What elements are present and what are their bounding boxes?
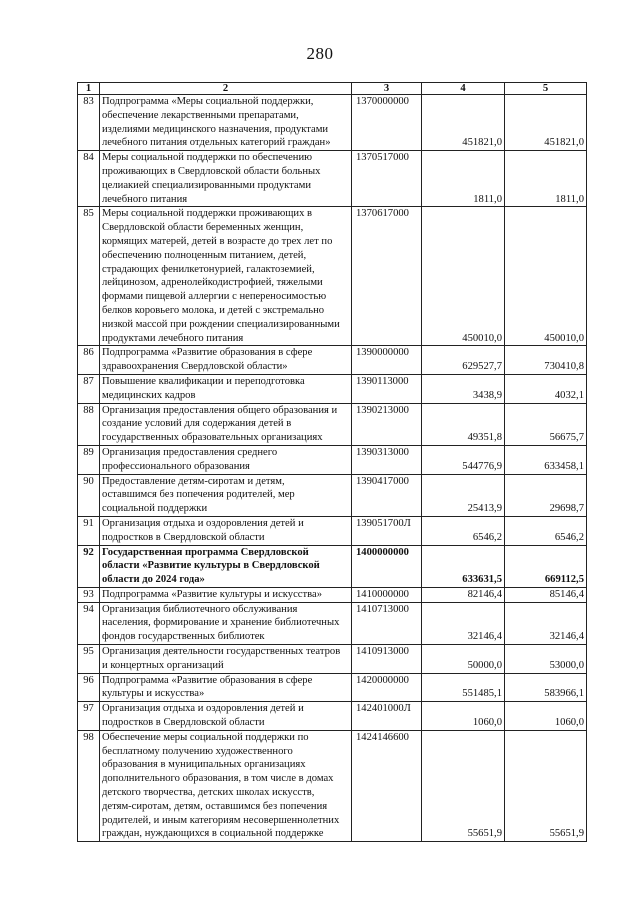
table-row: [78, 545, 587, 587]
row-number: 94: [78, 602, 100, 644]
row-description: Меры социальной поддержки проживающих в Свердловской области беременных женщин, кормящих матерей, детей в возрасте до трех лет по обеспечению полноценным питанием, детей, страдающих фенилкетонурией, галактоземией, лейцинозом, адренолейкодистрофией, тяжелыми формами пищевой аллергии с непереносимостью белков коровьего молока, и детей с экстремально низкой массой при рождении специализированными продуктами лечебного питания: [100, 207, 352, 346]
row-value-col-5: 583966,1: [505, 673, 587, 702]
header-col-2: 2: [100, 83, 352, 95]
row-number: 95: [78, 645, 100, 674]
table-header-row: [78, 83, 587, 95]
row-description: Подпрограмма «Меры социальной поддержки, обеспечение лекарственными препаратами, изделиями медицинского назначения, продуктами лечебного питания отдельных категорий граждан»: [100, 95, 352, 151]
row-value-col-4: 633631,5: [422, 545, 505, 587]
row-number: 88: [78, 403, 100, 445]
row-target-code: 1370000000: [352, 95, 422, 151]
row-value-col-5: 730410,8: [505, 346, 587, 375]
row-target-code: 1410000000: [352, 587, 422, 602]
table-row: [78, 95, 587, 151]
row-value-col-4: 3438,9: [422, 374, 505, 403]
row-value-col-4: 629527,7: [422, 346, 505, 375]
table-row: [78, 403, 587, 445]
row-target-code: 1410713000: [352, 602, 422, 644]
row-value-col-4: 544776,9: [422, 445, 505, 474]
row-description: Организация отдыха и оздоровления детей и подростков в Свердловской области: [100, 702, 352, 731]
row-description: Организация библиотечного обслуживания населения, формирование и хранение библиотечных фондов государственных библиотек: [100, 602, 352, 644]
row-value-col-5: 55651,9: [505, 730, 587, 841]
row-value-col-5: 669112,5: [505, 545, 587, 587]
row-value-col-4: 49351,8: [422, 403, 505, 445]
row-target-code: 142401000Л: [352, 702, 422, 731]
row-number: 92: [78, 545, 100, 587]
row-description: Организация предоставления среднего профессионального образования: [100, 445, 352, 474]
row-description: Подпрограмма «Развитие культуры и искусства»: [100, 587, 352, 602]
row-target-code: 139051700Л: [352, 516, 422, 545]
row-value-col-5: 4032,1: [505, 374, 587, 403]
row-description: Организация отдыха и оздоровления детей и подростков в Свердловской области: [100, 516, 352, 545]
row-target-code: 1424146600: [352, 730, 422, 841]
row-number: 83: [78, 95, 100, 151]
row-number: 98: [78, 730, 100, 841]
row-target-code: 1390417000: [352, 474, 422, 516]
table-row: [78, 730, 587, 841]
page-number: 280: [306, 44, 334, 63]
row-number: 93: [78, 587, 100, 602]
row-value-col-4: 1060,0: [422, 702, 505, 731]
table-row: [78, 374, 587, 403]
row-value-col-5: 6546,2: [505, 516, 587, 545]
row-value-col-4: 32146,4: [422, 602, 505, 644]
row-target-code: 1390113000: [352, 374, 422, 403]
table-row: [78, 702, 587, 731]
row-value-col-4: 50000,0: [422, 645, 505, 674]
row-value-col-5: 53000,0: [505, 645, 587, 674]
row-value-col-4: 25413,9: [422, 474, 505, 516]
table-row: [78, 474, 587, 516]
header-col-4: 4: [422, 83, 505, 95]
row-description: Предоставление детям-сиротам и детям, оставшимся без попечения родителей, мер социальной поддержки: [100, 474, 352, 516]
table-row: [78, 346, 587, 375]
row-value-col-5: 451821,0: [505, 95, 587, 151]
header-col-5: 5: [505, 83, 587, 95]
table-row: [78, 207, 587, 346]
table-row: [78, 602, 587, 644]
table-body: [78, 95, 587, 842]
table-row: [78, 516, 587, 545]
row-description: Организация предоставления общего образования и создание условий для содержания детей в государственных образовательных организациях: [100, 403, 352, 445]
row-value-col-4: 551485,1: [422, 673, 505, 702]
row-number: 85: [78, 207, 100, 346]
row-description: Подпрограмма «Развитие образования в сфере культуры и искусства»: [100, 673, 352, 702]
header-col-3: 3: [352, 83, 422, 95]
row-number: 96: [78, 673, 100, 702]
row-value-col-5: 32146,4: [505, 602, 587, 644]
row-target-code: 1390213000: [352, 403, 422, 445]
row-value-col-5: 1060,0: [505, 702, 587, 731]
row-description: Подпрограмма «Развитие образования в сфере здравоохранения Свердловской области»: [100, 346, 352, 375]
budget-table: [77, 82, 587, 842]
row-value-col-4: 55651,9: [422, 730, 505, 841]
row-target-code: 1410913000: [352, 645, 422, 674]
table-row: [78, 673, 587, 702]
row-value-col-5: 85146,4: [505, 587, 587, 602]
row-value-col-5: 29698,7: [505, 474, 587, 516]
row-number: 87: [78, 374, 100, 403]
table-row: [78, 587, 587, 602]
row-value-col-5: 1811,0: [505, 151, 587, 207]
row-number: 90: [78, 474, 100, 516]
row-target-code: 1370617000: [352, 207, 422, 346]
row-description: Меры социальной поддержки по обеспечению проживающих в Свердловской области больных целиакией специализированными продуктами лечебного питания: [100, 151, 352, 207]
row-number: 97: [78, 702, 100, 731]
table-row: [78, 151, 587, 207]
header-col-1: 1: [78, 83, 100, 95]
row-value-col-5: 450010,0: [505, 207, 587, 346]
table-row: [78, 445, 587, 474]
row-target-code: 1390000000: [352, 346, 422, 375]
row-number: 86: [78, 346, 100, 375]
row-description: Повышение квалификации и переподготовка медицинских кадров: [100, 374, 352, 403]
row-target-code: 1400000000: [352, 545, 422, 587]
row-target-code: 1370517000: [352, 151, 422, 207]
row-number: 84: [78, 151, 100, 207]
table-row: [78, 645, 587, 674]
row-description: Государственная программа Свердловской области «Развитие культуры в Свердловской области до 2024 года»: [100, 545, 352, 587]
row-number: 89: [78, 445, 100, 474]
row-value-col-5: 633458,1: [505, 445, 587, 474]
row-target-code: 1420000000: [352, 673, 422, 702]
row-target-code: 1390313000: [352, 445, 422, 474]
row-value-col-4: 451821,0: [422, 95, 505, 151]
row-number: 91: [78, 516, 100, 545]
row-value-col-4: 6546,2: [422, 516, 505, 545]
row-value-col-5: 56675,7: [505, 403, 587, 445]
row-value-col-4: 1811,0: [422, 151, 505, 207]
row-value-col-4: 450010,0: [422, 207, 505, 346]
row-description: Организация деятельности государственных театров и концертных организаций: [100, 645, 352, 674]
row-description: Обеспечение меры социальной поддержки по бесплатному получению художественного образования в муниципальных организациях дополнительного образования, в том числе в домах детского творчества, детских школах искусств, детям-сиротам, детям, оставшимся без попечения родителей, и иным категориям несовершеннолетних граждан, нуждающихся в социальной поддержке: [100, 730, 352, 841]
row-value-col-4: 82146,4: [422, 587, 505, 602]
